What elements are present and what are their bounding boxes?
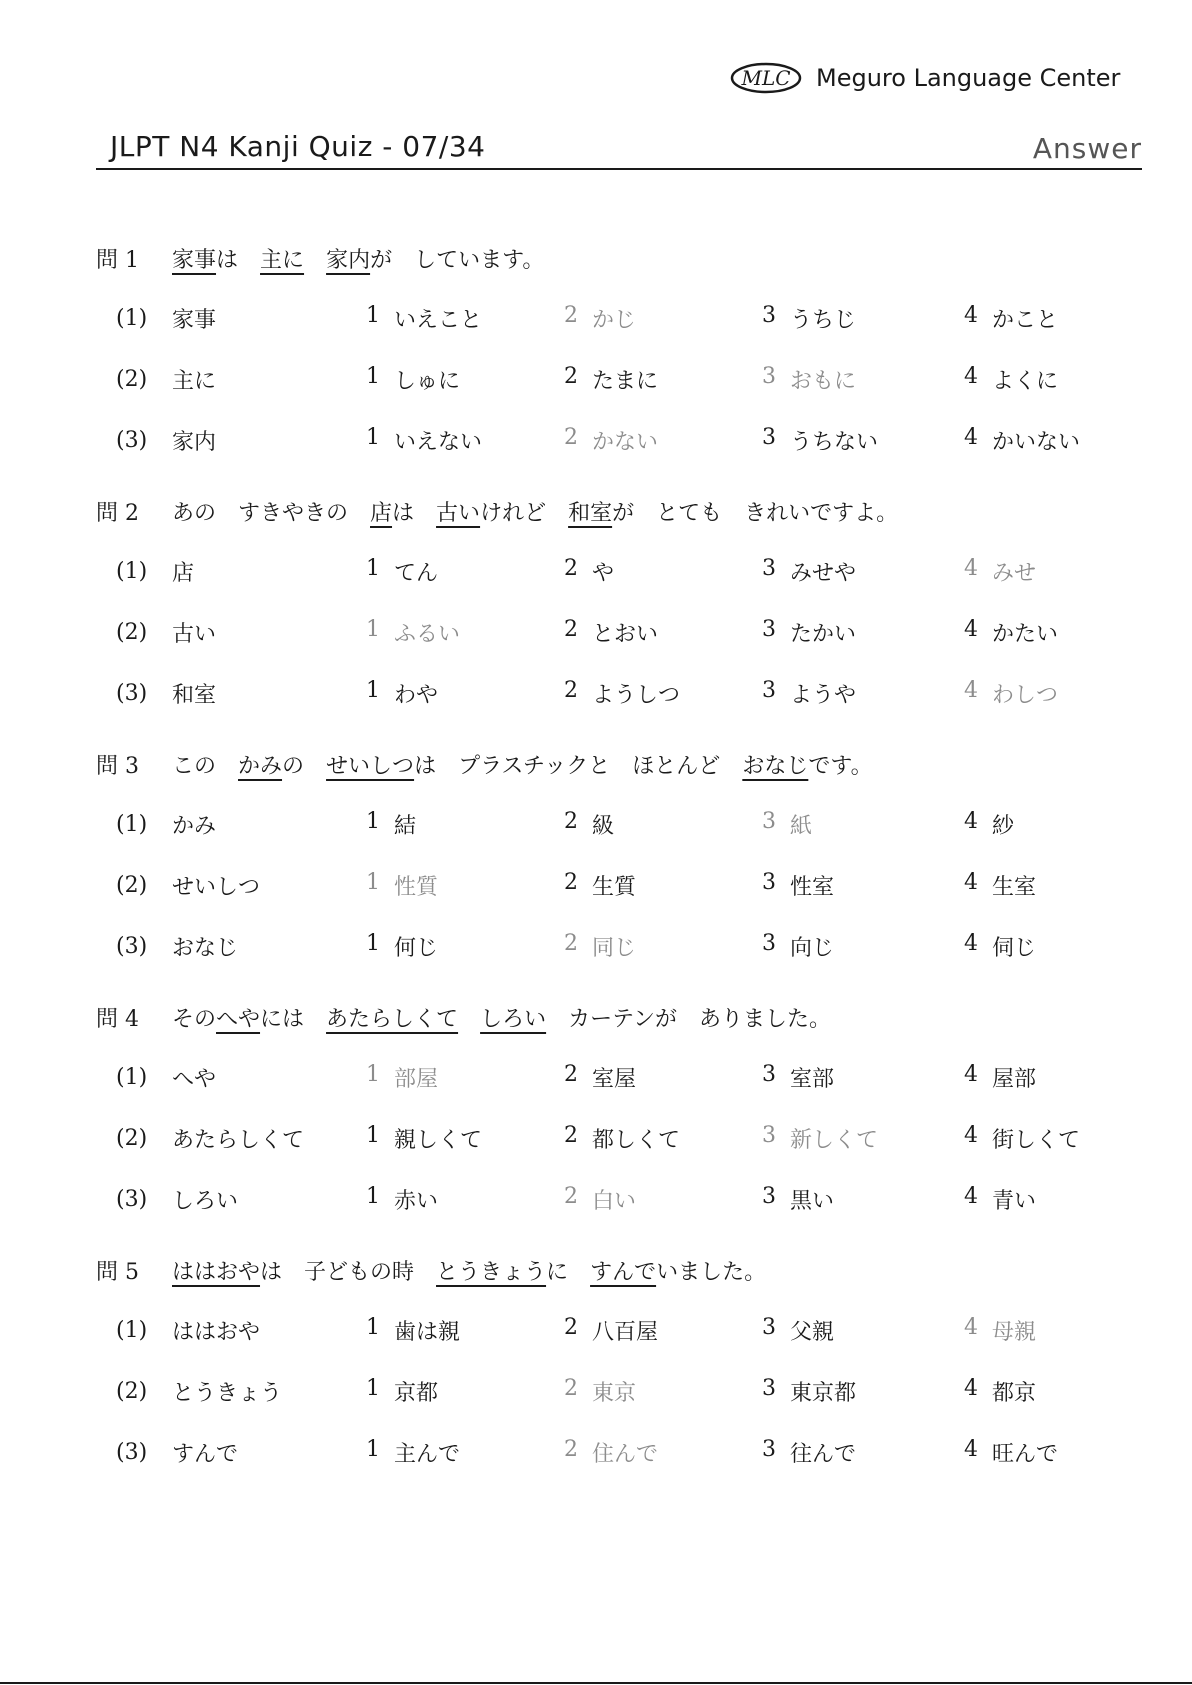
option-number: 3 <box>762 678 776 703</box>
sub-question-word: 古い <box>172 622 217 647</box>
answer-option <box>366 425 482 456</box>
answer-option <box>964 1062 1036 1093</box>
option-text: 部屋 <box>394 1067 439 1092</box>
option-number: 3 <box>762 870 776 895</box>
answer-option <box>762 870 834 901</box>
option-text: 歯は親 <box>394 1320 461 1345</box>
option-text: 父親 <box>790 1320 835 1345</box>
answer-option-correct <box>564 425 658 456</box>
answer-option <box>762 556 856 587</box>
sentence-text: の <box>282 753 327 779</box>
option-number: 2 <box>564 1437 578 1462</box>
option-text: しゅに <box>394 369 461 394</box>
sub-question-word: 和室 <box>172 683 217 708</box>
option-text: たかい <box>790 622 857 647</box>
answer-option-correct <box>366 1062 438 1093</box>
option-number: 3 <box>762 425 776 450</box>
sub-question-word: 主に <box>172 369 217 394</box>
sub-question-row <box>96 1047 1146 1108</box>
quiz-content <box>96 228 1146 1493</box>
option-text: 生室 <box>992 875 1037 900</box>
option-text: よくに <box>992 369 1059 394</box>
option-text: 住んで <box>592 1442 659 1467</box>
quiz-title: JLPT N4 Kanji Quiz - 07/34 <box>110 130 486 163</box>
sub-question-word: かみ <box>172 814 217 839</box>
answer-option <box>564 1315 658 1346</box>
answer-option <box>366 364 460 395</box>
question-line <box>96 481 1146 541</box>
option-text: かたい <box>992 622 1059 647</box>
answer-label: Answer <box>1032 132 1142 165</box>
sub-question-row <box>96 349 1146 410</box>
underlined-target-word: かみ <box>238 753 283 779</box>
option-number: 4 <box>964 1123 978 1148</box>
quiz-header <box>96 128 1142 170</box>
option-text: かじ <box>592 308 637 333</box>
answer-option <box>964 1437 1058 1468</box>
sentence-text: には <box>260 1006 327 1032</box>
option-text: 性質 <box>394 875 439 900</box>
option-text: 赤い <box>394 1189 439 1214</box>
question-line <box>96 1240 1146 1300</box>
option-number: 2 <box>564 1376 578 1401</box>
option-text: 同じ <box>592 936 637 961</box>
answer-option <box>964 1376 1036 1407</box>
sentence-text: です。 <box>808 753 873 779</box>
option-number: 3 <box>762 556 776 581</box>
option-number: 2 <box>564 809 578 834</box>
answer-option <box>564 809 614 840</box>
underlined-target-word: 和室 <box>568 500 613 526</box>
option-number: 4 <box>964 809 978 834</box>
option-text: ようしつ <box>592 683 681 708</box>
answer-option <box>964 870 1036 901</box>
answer-option <box>762 678 856 709</box>
option-number: 1 <box>366 678 380 703</box>
question-line <box>96 734 1146 794</box>
sentence-text: あの すきやきの <box>172 500 371 526</box>
option-text: 伺じ <box>992 936 1037 961</box>
underlined-target-word: 店 <box>370 500 393 526</box>
option-number: 1 <box>366 303 380 328</box>
question-block <box>96 734 1146 977</box>
option-text: いえない <box>394 430 483 455</box>
answer-option-correct <box>964 1315 1036 1346</box>
option-number: 2 <box>564 1184 578 1209</box>
option-number: 2 <box>564 1062 578 1087</box>
sub-question-word: とうきょう <box>172 1381 283 1406</box>
sub-question-word: しろい <box>172 1189 239 1214</box>
option-text: 紙 <box>790 814 813 839</box>
sentence-text: は 子どもの時 <box>260 1259 437 1285</box>
option-number: 3 <box>762 1437 776 1462</box>
option-text: かいない <box>992 430 1081 455</box>
sub-question-number: (3) <box>116 1440 148 1465</box>
question-sentence <box>172 243 544 274</box>
sub-question-word: おなじ <box>172 936 239 961</box>
question-sentence <box>172 1255 766 1286</box>
underlined-target-word: 古い <box>436 500 481 526</box>
option-text: 京都 <box>394 1381 439 1406</box>
question-line <box>96 987 1146 1047</box>
option-number: 4 <box>964 303 978 328</box>
option-number: 3 <box>762 1376 776 1401</box>
sub-question-number: (1) <box>116 559 148 584</box>
answer-option-correct <box>564 1376 636 1407</box>
bottom-rule <box>0 1682 1192 1684</box>
svg-text:MLC: MLC <box>741 66 791 90</box>
option-number: 4 <box>964 1437 978 1462</box>
option-text: 都京 <box>992 1381 1037 1406</box>
option-text: 室屋 <box>592 1067 637 1092</box>
option-number: 1 <box>366 1062 380 1087</box>
answer-option <box>366 809 416 840</box>
option-text: 都しくて <box>592 1128 681 1153</box>
option-text: 新しくて <box>790 1128 879 1153</box>
option-text: みせ <box>992 561 1037 586</box>
sentence-text: カーテンが ありました。 <box>546 1006 831 1032</box>
question-number: 問 4 <box>96 1006 139 1032</box>
option-number: 4 <box>964 556 978 581</box>
question-line <box>96 228 1146 288</box>
option-number: 2 <box>564 425 578 450</box>
answer-option <box>762 1315 834 1346</box>
sub-question-row <box>96 1169 1146 1230</box>
option-text: ようや <box>790 683 857 708</box>
answer-option-correct <box>762 364 856 395</box>
option-text: 紗 <box>992 814 1015 839</box>
answer-option <box>964 364 1058 395</box>
sub-question-number: (2) <box>116 367 148 392</box>
option-text: おもに <box>790 369 857 394</box>
answer-option <box>564 617 658 648</box>
option-number: 3 <box>762 1315 776 1340</box>
sentence-text: は <box>216 247 261 273</box>
question-block <box>96 1240 1146 1483</box>
option-text: とおい <box>592 622 659 647</box>
question-sentence <box>172 1002 831 1033</box>
sentence-text: は <box>392 500 437 526</box>
sub-question-word: 家内 <box>172 430 217 455</box>
option-text: かない <box>592 430 659 455</box>
answer-option <box>762 617 856 648</box>
option-text: 青い <box>992 1189 1037 1214</box>
option-text: わや <box>394 683 439 708</box>
answer-option-correct <box>564 931 636 962</box>
answer-option-correct <box>564 1437 658 1468</box>
answer-option <box>762 1184 834 1215</box>
option-text: 往んで <box>790 1442 857 1467</box>
underlined-target-word: あたらしくて <box>326 1006 459 1032</box>
sub-question-number: (2) <box>116 1379 148 1404</box>
option-text: 生質 <box>592 875 637 900</box>
underlined-target-word: せいしつ <box>326 753 415 779</box>
sub-question-row <box>96 1108 1146 1169</box>
answer-option-correct <box>366 870 438 901</box>
option-number: 3 <box>762 1123 776 1148</box>
sub-question-row <box>96 855 1146 916</box>
sub-question-row <box>96 1300 1146 1361</box>
answer-option <box>762 1062 834 1093</box>
answer-option <box>564 556 614 587</box>
answer-option <box>964 1184 1036 1215</box>
sub-question-row <box>96 1361 1146 1422</box>
option-text: うちない <box>790 430 879 455</box>
option-number: 3 <box>762 303 776 328</box>
answer-option <box>366 556 438 587</box>
answer-option-correct <box>762 809 812 840</box>
answer-option <box>964 809 1014 840</box>
sub-question-word: すんで <box>172 1442 239 1467</box>
sub-question-number: (1) <box>116 1318 148 1343</box>
option-text: 街しくて <box>992 1128 1081 1153</box>
option-text: 母親 <box>992 1320 1037 1345</box>
option-number: 2 <box>564 1123 578 1148</box>
answer-option-correct <box>564 303 636 334</box>
mlc-logo-icon <box>730 62 802 94</box>
option-text: 向じ <box>790 936 835 961</box>
sub-question-number: (2) <box>116 873 148 898</box>
sub-question-word: ははおや <box>172 1320 261 1345</box>
answer-option-correct <box>964 556 1036 587</box>
underlined-target-word: 家内 <box>326 247 371 273</box>
sentence-text <box>458 1007 480 1032</box>
option-text: 白い <box>592 1189 637 1214</box>
option-text: かこと <box>992 308 1059 333</box>
option-number: 4 <box>964 1315 978 1340</box>
answer-option <box>762 425 878 456</box>
underlined-target-word: ははおや <box>172 1259 261 1285</box>
option-number: 2 <box>564 617 578 642</box>
underlined-target-word: すんで <box>590 1259 657 1285</box>
sentence-text: この <box>172 753 239 779</box>
option-number: 4 <box>964 678 978 703</box>
question-number: 問 2 <box>96 500 139 526</box>
sub-question-number: (3) <box>116 934 148 959</box>
option-number: 1 <box>366 870 380 895</box>
answer-option <box>564 364 658 395</box>
answer-option <box>366 931 438 962</box>
option-number: 4 <box>964 931 978 956</box>
option-text: たまに <box>592 369 659 394</box>
underlined-target-word: へや <box>216 1006 261 1032</box>
answer-option <box>762 1437 856 1468</box>
sentence-text: に <box>546 1259 591 1285</box>
answer-option <box>762 1376 856 1407</box>
answer-option <box>366 1123 482 1154</box>
sub-question-number: (3) <box>116 681 148 706</box>
sub-question-number: (3) <box>116 428 148 453</box>
answer-option <box>366 678 438 709</box>
sentence-text: いました。 <box>656 1259 767 1285</box>
option-number: 1 <box>366 1376 380 1401</box>
sub-question-row <box>96 1422 1146 1483</box>
option-number: 3 <box>762 809 776 834</box>
answer-option <box>366 1184 438 1215</box>
option-number: 2 <box>564 678 578 703</box>
option-number: 4 <box>964 870 978 895</box>
sentence-text: が しています。 <box>370 247 545 273</box>
sub-question-row <box>96 541 1146 602</box>
option-number: 4 <box>964 617 978 642</box>
option-number: 1 <box>366 1315 380 1340</box>
sub-question-number: (1) <box>116 812 148 837</box>
question-block <box>96 481 1146 724</box>
sub-question-number: (1) <box>116 1065 148 1090</box>
sub-question-word: あたらしくて <box>172 1128 305 1153</box>
answer-option <box>564 1123 680 1154</box>
option-text: 結 <box>394 814 417 839</box>
option-text: 屋部 <box>992 1067 1037 1092</box>
option-text: 東京都 <box>790 1381 857 1406</box>
option-text: ふるい <box>394 622 461 647</box>
underlined-target-word: 主に <box>260 247 305 273</box>
sub-question-word: せいしつ <box>172 875 261 900</box>
sentence-text <box>304 248 326 273</box>
option-text: 室部 <box>790 1067 835 1092</box>
answer-option <box>762 931 834 962</box>
sentence-text: は プラスチックと ほとんど <box>414 753 743 779</box>
answer-option-correct <box>964 678 1058 709</box>
option-number: 2 <box>564 556 578 581</box>
option-text: うちじ <box>790 308 857 333</box>
option-text: 何じ <box>394 936 439 961</box>
answer-option <box>564 1062 636 1093</box>
question-number: 問 3 <box>96 753 139 779</box>
option-number: 4 <box>964 425 978 450</box>
question-sentence <box>172 496 898 527</box>
option-text: いえこと <box>394 308 483 333</box>
underlined-target-word: 家事 <box>172 247 217 273</box>
option-text: 親しくて <box>394 1128 483 1153</box>
sub-question-word: 家事 <box>172 308 217 333</box>
answer-option <box>366 1315 460 1346</box>
sub-question-row <box>96 663 1146 724</box>
sentence-text: が とても きれいですよ。 <box>612 500 899 526</box>
option-number: 3 <box>762 1062 776 1087</box>
sentence-text: その <box>172 1006 217 1032</box>
sentence-text: けれど <box>480 500 569 526</box>
option-text: 旺んで <box>992 1442 1059 1467</box>
option-number: 2 <box>564 364 578 389</box>
option-number: 1 <box>366 364 380 389</box>
answer-option-correct <box>564 1184 636 1215</box>
option-number: 1 <box>366 1123 380 1148</box>
question-block <box>96 987 1146 1230</box>
sub-question-row <box>96 410 1146 471</box>
sub-question-number: (2) <box>116 1126 148 1151</box>
option-number: 3 <box>762 931 776 956</box>
option-text: てん <box>394 561 439 586</box>
org-name: Meguro Language Center <box>816 64 1121 92</box>
org-logo <box>730 60 1120 96</box>
question-number: 問 5 <box>96 1259 139 1285</box>
sub-question-word: 店 <box>172 561 195 586</box>
sub-question-number: (3) <box>116 1187 148 1212</box>
option-number: 1 <box>366 809 380 834</box>
option-number: 1 <box>366 1184 380 1209</box>
answer-option <box>564 678 680 709</box>
option-number: 1 <box>366 556 380 581</box>
answer-option <box>964 617 1058 648</box>
sub-question-row <box>96 602 1146 663</box>
answer-option <box>366 1437 460 1468</box>
option-text: 性室 <box>790 875 835 900</box>
option-text: 主んで <box>394 1442 461 1467</box>
question-number: 問 1 <box>96 247 139 273</box>
sub-question-row <box>96 794 1146 855</box>
sub-question-row <box>96 916 1146 977</box>
underlined-target-word: とうきょう <box>436 1259 547 1285</box>
option-number: 1 <box>366 931 380 956</box>
option-number: 4 <box>964 364 978 389</box>
option-text: わしつ <box>992 683 1059 708</box>
option-number: 4 <box>964 1376 978 1401</box>
option-number: 1 <box>366 1437 380 1462</box>
answer-option <box>366 303 482 334</box>
question-block <box>96 228 1146 471</box>
sub-question-number: (2) <box>116 620 148 645</box>
answer-option <box>964 425 1080 456</box>
option-number: 2 <box>564 303 578 328</box>
sub-question-word: へや <box>172 1067 217 1092</box>
option-number: 3 <box>762 617 776 642</box>
option-number: 1 <box>366 425 380 450</box>
answer-option <box>366 1376 438 1407</box>
answer-option <box>964 303 1058 334</box>
option-number: 1 <box>366 617 380 642</box>
option-text: みせや <box>790 561 857 586</box>
answer-option <box>564 870 636 901</box>
option-text: 八百屋 <box>592 1320 659 1345</box>
option-number: 3 <box>762 1184 776 1209</box>
option-text: 黒い <box>790 1189 835 1214</box>
answer-option-correct <box>366 617 460 648</box>
option-number: 2 <box>564 870 578 895</box>
option-number: 2 <box>564 1315 578 1340</box>
answer-option <box>964 931 1036 962</box>
option-number: 4 <box>964 1062 978 1087</box>
option-text: 級 <box>592 814 615 839</box>
answer-option-correct <box>762 1123 878 1154</box>
answer-option <box>762 303 856 334</box>
option-text: 東京 <box>592 1381 637 1406</box>
sub-question-row <box>96 288 1146 349</box>
answer-option <box>964 1123 1080 1154</box>
underlined-target-word: しろい <box>480 1006 547 1032</box>
sub-question-number: (1) <box>116 306 148 331</box>
question-sentence <box>172 749 873 780</box>
option-number: 2 <box>564 931 578 956</box>
option-text: や <box>592 561 615 586</box>
option-number: 4 <box>964 1184 978 1209</box>
underlined-target-word: おなじ <box>742 753 809 779</box>
option-number: 3 <box>762 364 776 389</box>
